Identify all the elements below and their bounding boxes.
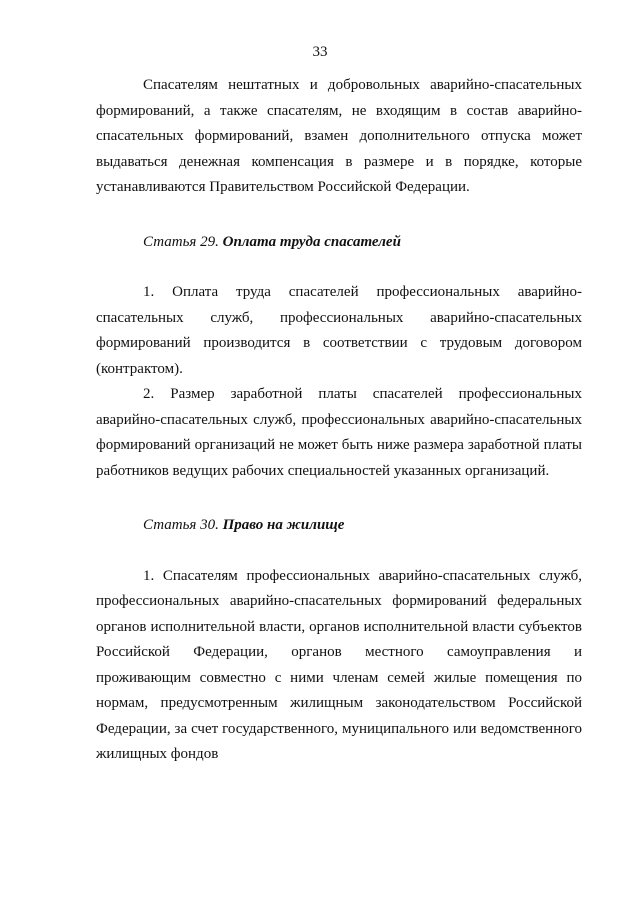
article-30-number: Статья 30.	[143, 517, 219, 533]
page-number: 33	[312, 44, 328, 60]
article-29-item-2: 2. Размер заработной платы спасателей профессиональных аварийно-спасательных служб, профессиональных аварийно-спасательных формирований организаций не может быть ниже размера заработной платы работников ведущих рабочих специальностей указанных организаций.	[96, 386, 582, 479]
article-29-number: Статья 29.	[143, 233, 219, 250]
article-29-item-1: 1. Оплата труда спасателей профессиональных аварийно-спасательных служб, профессиональных аварийно-спасательных формирований производится в соответствии с трудовым договором (контрактом).	[96, 284, 582, 377]
article-29-title: Оплата труда спасателей	[222, 233, 401, 250]
document-body	[96, 73, 582, 768]
article-29-heading	[96, 230, 582, 256]
article-30-heading	[96, 513, 582, 539]
article-30-item-1: 1. Спасателям профессиональных аварийно-спасательных служб, профессиональных аварийно-спасательных формирований федеральных органов исполнительной власти, органов исполнительной власти субъектов Российской Федерации, органов местного самоуправления и проживающим совместно с ними членам семей жилые помещения по нормам, предусмотренным жилищным законодательством Российской Федерации, за счет государственного, муниципального или ведомственного жилищных фондов	[96, 567, 582, 762]
intro-paragraph: Спасателям нештатных и добровольных аварийно-спасательных формирований, а также спасателям, не входящим в состав аварийно-спасательных формирований, взамен дополнительного отпуска может выдаваться денежная компенсация в размере и в порядке, которые устанавливаются Правительством Российской Федерации.	[96, 77, 582, 195]
article-30-title: Право на жилище	[222, 517, 345, 533]
